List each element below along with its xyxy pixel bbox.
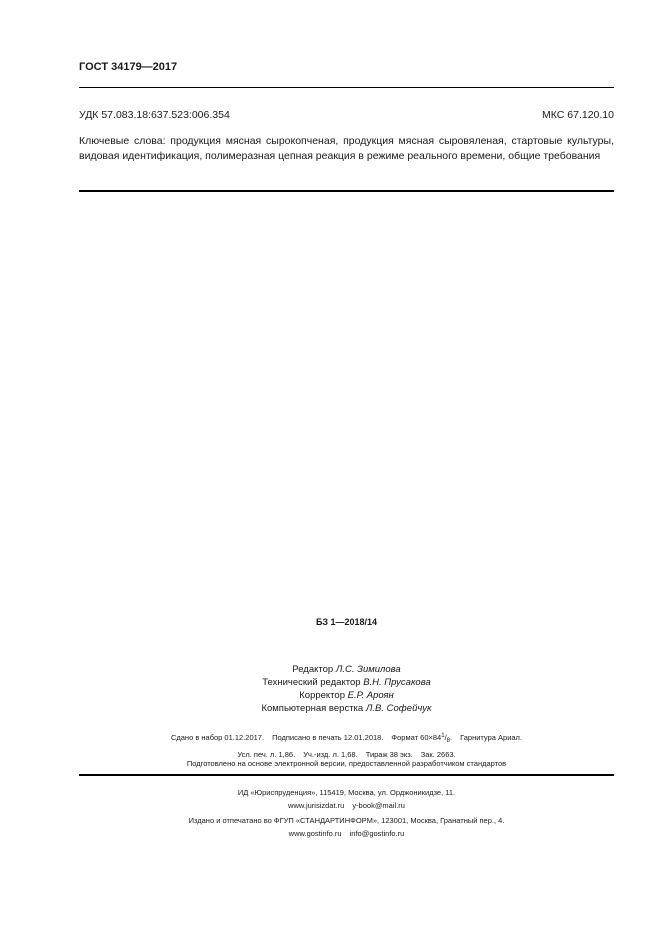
printer-address: Издано и отпечатано во ФГУП «СТАНДАРТИНФОРМ», 123001, Москва, Гранатный пер., 4. bbox=[188, 816, 505, 825]
printer-block bbox=[79, 814, 614, 840]
printer-email-link[interactable]: info@gostinfo.ru bbox=[349, 829, 405, 838]
credit-layout: Компьютерная верстка Л.В. Софейчук bbox=[261, 703, 432, 714]
credit-corrector: Корректор Е.Р. Ароян bbox=[299, 690, 394, 701]
print-info bbox=[79, 730, 614, 761]
footer-divider bbox=[79, 774, 614, 776]
credits-block bbox=[79, 663, 614, 715]
print-info-line-2: Усл. печ. л. 1,86. Уч.-изд. л. 1,68. Тираж 38 экз. Зак. 2663. bbox=[237, 750, 456, 759]
keywords-text: Ключевые слова: продукция мясная сырокопченая, продукция мясная сыровяленая, стартовые культуры, видовая идентификация, полимеразная цепная реакция в режиме реального времени, общие требования bbox=[79, 135, 614, 162]
publisher-address: ИД «Юриспруденция», 115419, Москва, ул. Орджоникидзе, 11. bbox=[237, 788, 456, 797]
credit-editor: Редактор Л.С. Зимилова bbox=[292, 664, 401, 675]
publisher-block bbox=[79, 786, 614, 812]
mks-code: МКС 67.120.10 bbox=[542, 109, 614, 121]
udk-code: УДК 57.083.18:637.523:006.354 bbox=[79, 109, 230, 121]
header-divider bbox=[79, 87, 614, 88]
printer-site-link[interactable]: www.gostinfo.ru bbox=[288, 829, 342, 838]
print-info-line-1: Сдано в набор 01.12.2017. Подписано в печать 12.01.2018. Формат $60\times 84^1/_8$. Гарнитура Ариал. bbox=[170, 733, 523, 744]
publisher-email-link[interactable]: y-book@mail.ru bbox=[352, 801, 405, 810]
credit-tech-editor: Технический редактор В.Н. Прусакова bbox=[262, 677, 431, 688]
bz-number: БЗ 1—2018/14 bbox=[315, 617, 378, 627]
printer-contacts bbox=[79, 827, 614, 840]
publisher-contacts bbox=[79, 799, 614, 812]
publisher-site-link[interactable]: www.jurisizdat.ru bbox=[288, 801, 345, 810]
keywords-divider bbox=[79, 190, 614, 192]
document-code: ГОСТ 34179—2017 bbox=[79, 61, 178, 73]
prepared-note: Подготовлено на основе электронной версии, предоставленной разработчиком стандартов bbox=[186, 759, 507, 768]
